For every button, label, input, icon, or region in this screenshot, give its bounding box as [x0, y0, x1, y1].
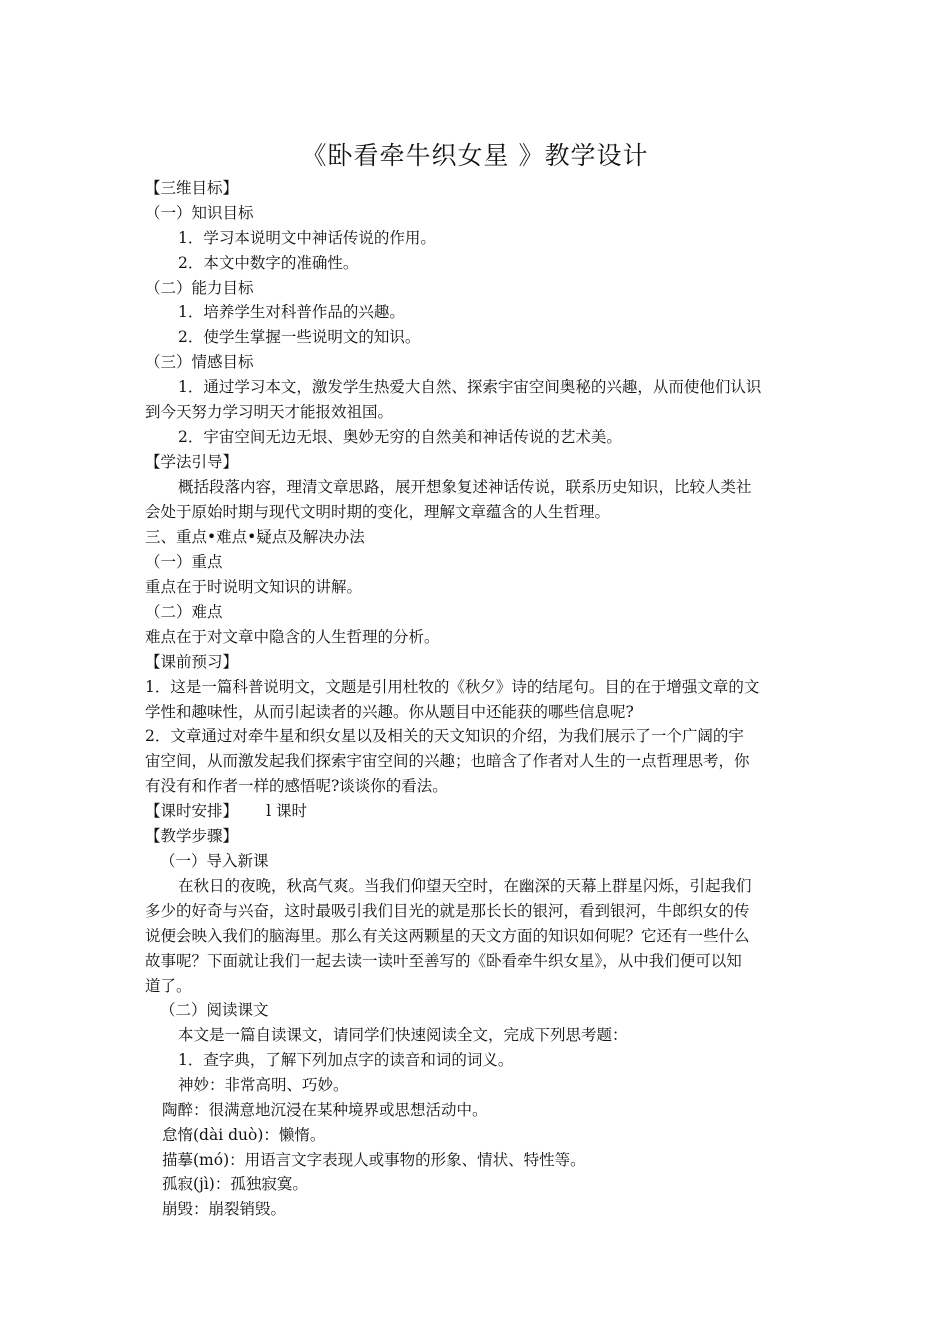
paragraph: 本文是一篇自读课文，请同学们快速阅读全文，完成下列思考题：	[178, 1026, 628, 1044]
paragraph-continuation: 到今天努力学习明天才能报效祖国。	[145, 403, 394, 421]
vocab-item: 崩毁：崩裂销毁。	[162, 1200, 287, 1218]
paragraph-continuation: 故事呢？下面就让我们一起去读一读叶至善写的《卧看牵牛织女星》，从中我们便可以知	[145, 952, 742, 970]
document-title: 《卧看牵牛织女星 》教学设计	[301, 141, 649, 170]
paragraph: 2．本文中数字的准确性。	[178, 254, 359, 272]
subheading-knowledge: （一）知识目标	[145, 204, 254, 222]
paragraph-continuation: 道了。	[145, 977, 192, 995]
paragraph-continuation: 说便会映入我们的脑海里。那么有关这两颗星的天文方面的知识如何呢？它还有一些什么	[145, 927, 750, 945]
paragraph: 重点在于时说明文知识的讲解。	[145, 578, 363, 596]
paragraph: 2．宇宙空间无边无垠、奥妙无穷的自然美和神话传说的艺术美。	[178, 428, 622, 446]
paragraph: 1．查字典，了解下列加点字的读音和词的词义。	[178, 1051, 514, 1069]
vocab-item: 怠惰(dài duò)：懒惰。	[162, 1126, 326, 1144]
subheading-ability: （二）能力目标	[145, 279, 254, 297]
paragraph: 2．文章通过对牵牛星和织女星以及相关的天文知识的介绍，为我们展示了一个广阔的宇	[145, 727, 744, 745]
vocab-item: 孤寂(jì)：孤独寂寞。	[162, 1175, 308, 1193]
paragraph-continuation: 多少的好奇与兴奋，这时最吸引我们目光的就是那长长的银河，看到银河，牛郎织女的传	[145, 902, 750, 920]
section-heading-objectives: 【三维目标】	[145, 179, 239, 197]
section-heading-method: 【学法引导】	[145, 453, 239, 471]
section-heading-steps: 【教学步骤】	[145, 827, 239, 845]
subheading-intro: （一）导入新课	[160, 852, 269, 870]
vocab-item: 神妙：非常高明、巧妙。	[178, 1076, 349, 1094]
section-heading-key-points: 三、重点•难点•疑点及解决办法	[145, 528, 365, 546]
paragraph: 难点在于对文章中隐含的人生哲理的分析。	[145, 628, 440, 646]
section-heading-schedule: 【课时安排】 l 课时	[145, 802, 308, 820]
paragraph-continuation: 学性和趣味性，从而引起读者的兴趣。你从题目中还能获的哪些信息呢?	[145, 703, 634, 721]
paragraph: 1．这是一篇科普说明文，文题是引用杜牧的《秋夕》诗的结尾句。目的在于增强文章的文	[145, 678, 760, 696]
paragraph: 1．培养学生对科普作品的兴趣。	[178, 303, 405, 321]
paragraph: 1．通过学习本文，激发学生热爱大自然、探索宇宙空间奥秘的兴趣，从而使他们认识	[178, 378, 762, 396]
subheading-emotion: （三）情感目标	[145, 353, 254, 371]
vocab-item: 描摹(mó)：用语言文字表现人或事物的形象、情状、特性等。	[162, 1151, 586, 1169]
paragraph: 在秋日的夜晚，秋高气爽。当我们仰望天空时，在幽深的天幕上群星闪烁，引起我们	[178, 877, 752, 895]
paragraph-continuation: 有没有和作者一样的感悟呢?谈谈你的看法。	[145, 777, 448, 795]
paragraph: 1．学习本说明文中神话传说的作用。	[178, 229, 436, 247]
paragraph: 2．使学生掌握一些说明文的知识。	[178, 328, 421, 346]
paragraph-continuation: 会处于原始时期与现代文明时期的变化，理解文章蕴含的人生哲理。	[145, 503, 611, 521]
subheading-difficulty: （二）难点	[145, 603, 223, 621]
section-heading-preview: 【课前预习】	[145, 653, 239, 671]
paragraph-continuation: 宙空间，从而激发起我们探索宇宙空间的兴趣；也暗含了作者对人生的一点哲理思考，你	[145, 752, 750, 770]
subheading-key-point: （一）重点	[145, 553, 223, 571]
vocab-item: 陶醉：很满意地沉浸在某种境界或思想活动中。	[162, 1101, 488, 1119]
paragraph: 概括段落内容，理清文章思路，展开想象复述神话传说，联系历史知识，比较人类社	[178, 478, 752, 496]
subheading-reading: （二）阅读课文	[160, 1001, 269, 1019]
